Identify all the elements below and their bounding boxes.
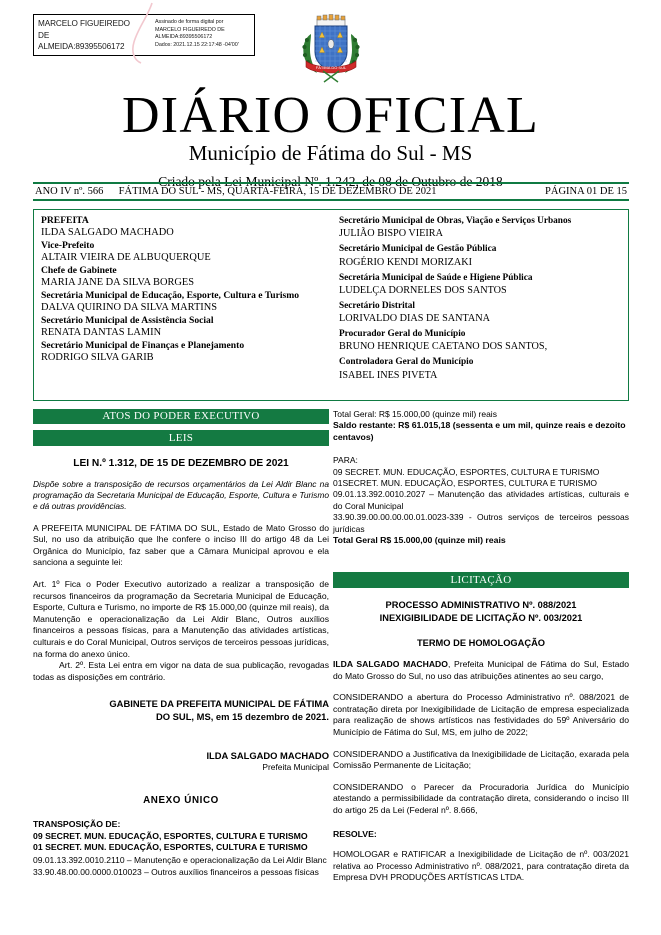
issue-place-date: FÁTIMA DO SUL - MS, QUARTA-FEIRA, 15 DE DEZEMBRO DE 2021 [118,186,437,197]
official-role: Vice-Prefeito [41,240,95,251]
page-title: DIÁRIO OFICIAL [122,87,539,144]
official-name: MARIA JANE DA SILVA BORGES [41,277,195,289]
issue-page-number: PÁGINA 01 DE 15 [545,186,627,197]
official-name: RENATA DANTAS LAMIN [41,327,162,339]
official-entry [339,243,622,270]
signature-details [152,15,254,55]
inexigibilidade-line: INEXIGIBILIDADE DE LICITAÇÃO Nº. 003/2021 [379,612,583,623]
para-org-line-1: 09 SECRET. MUN. EDUCAÇÃO, ESPORTES, CULTURA E TURISMO [333,466,600,477]
section-band-licitacao: LICITAÇÃO [333,572,629,588]
signature-subject-name [34,15,152,55]
official-name: JULIÃO BISPO VIEIRA [339,228,443,240]
signature-detail-line: ALMEIDA:89395506172 [155,34,213,41]
saldo-restante-line: Saldo restante: R$ 61.015,18 (sessenta e um mil, quinze reais e dezoito centavos) [333,420,626,442]
svg-text:FÁTIMA DO SUL: FÁTIMA DO SUL [315,65,347,71]
official-role: Secretário Municipal de Gestão Pública [339,244,497,255]
signature-detail-line: Dados: 2021.12.15 22:17:48 -04'00' [155,41,239,48]
municipal-coat-of-arms-icon [298,14,364,86]
official-name: ROGÉRIO KENDI MORIZAKI [339,256,472,268]
masthead [0,88,661,191]
signer-name: ILDA SALGADO MACHADO [206,749,329,761]
transposicao-budget-line-1: 09.01.13.392.0010.2110 – Manutenção e operacionalização da Lei Aldir Blanc [33,855,327,866]
official-entry [41,215,326,240]
official-name: LORIVALDO DIAS DE SANTANA [339,313,490,325]
law-signature-block [33,750,329,774]
official-entry [339,300,622,327]
transposicao-org-line-2: 01 SECRET. MUN. EDUCAÇÃO, ESPORTES, CULTURA E TURISMO [33,841,308,852]
signature-name-line: ALMEIDA:89395506172 [38,42,125,51]
considerando-2: CONSIDERANDO a Justificativa da Inexigibilidade de Licitação, exarada pela Comissão Permanente de Licitação; [333,748,629,771]
official-entry [41,265,326,290]
left-column [33,409,329,878]
para-budget-line-2: 33.90.39.00.00.00.00.01.0023-339 - Outros serviços de terceiros pessoas jurídicas [333,512,629,534]
section-band-atos-poder-executivo: ATOS DO PODER EXECUTIVO [33,409,329,424]
law-article-2: Art. 2º. Esta Lei entra em vigor na data de sua publicação, revogadas todas as disposições em contrário. [33,660,329,682]
officials-box [33,209,629,401]
official-role: Secretário Municipal de Assistência Social [41,315,214,326]
official-role: Secretária Municipal de Educação, Esporte, Cultura e Turismo [41,290,300,301]
transposicao-label: TRANSPOSIÇÃO DE: [33,819,121,830]
gabinete-line-2: DO SUL, MS, em 15 dezembro de 2021. [156,710,329,722]
transposicao-budget-line-2: 33.90.48.00.00.0000.010023 – Outros auxílios financeiros a pessoas físicas [33,866,319,877]
official-role: Secretária Municipal de Saúde e Higiene Pública [339,272,533,283]
resolve-label: RESOLVE: [333,828,377,839]
processo-administrativo-line: PROCESSO ADMINISTRATIVO Nº. 088/2021 [385,600,577,611]
official-role: Controladora Geral do Município [339,357,474,368]
signature-name-line: DE [38,30,50,40]
homologacao-intro-rest: , Prefeita Municipal de Fátima do Sul, Estado do Mato Grosso do Sul, no uso das atribuições atinentes ao seu cargo, [333,659,629,681]
official-role: Secretário Municipal de Finanças e Planejamento [41,340,245,351]
official-entry [41,340,326,365]
considerando-1: CONSIDERANDO a abertura do Processo Administrativo nº. 088/2021 de contratação direta por Inexigibilidade de Licitação de empresa especializada para realização de shows artísticos nas festividades do 59º Aniversário do Município de Fátima do Sul, MS, em julho de 2022; [333,692,629,738]
official-entry [339,328,622,355]
law-gabinete-block [33,698,329,723]
official-role: Secretário Municipal de Obras, Viação e Serviços Urbanos [339,216,572,226]
official-name: ILDA SALGADO MACHADO [41,227,174,239]
para-budget-line-1: 09.01.13.392.0010.2027 – Manutenção das atividades artísticas, culturais e do Coral Municipal [333,489,629,511]
section-band-leis: LEIS [33,430,329,446]
total-geral-line-2: Total Geral R$ 15.000,00 (quinze mil) reais [333,535,506,546]
right-column [333,409,629,884]
law-ementa: Dispõe sobre a transposição de recursos orçamentários da Lei Aldir Blanc na programação da Secretaria Municipal de Educação, Esporte, Cultura e Turismo e dá outras providências. [33,479,329,512]
official-role: Chefe de Gabinete [41,265,117,276]
gabinete-line-1: GABINETE DA PREFEITA MUNICIPAL DE FÁTIMA [109,698,329,710]
transposicao-org-line-1: 09 SECRET. MUN. EDUCAÇÃO, ESPORTES, CULTURA E TURISMO [33,830,308,841]
masthead-creation-law: Criado pela Lei Municipal Nº. 1.242, de 08 de Outubro de 2018 [158,174,503,189]
official-entry [339,272,622,299]
resolve-text: HOMOLOGAR e RATIFICAR a Inexigibilidade de Licitação de nº. 003/2021 relativa ao Processo Administrativo nº. 088/2021, para contratação direta da Empresa DVH PRODUÇÕES ARTÍSTICAS LTDA. [333,849,629,883]
signature-detail-line: MARCELO FIGUEIREDO DE [155,26,225,33]
official-name: LUDELÇA DORNELES DOS SANTOS [339,284,507,296]
issue-info-bar [33,182,629,201]
official-role: Secretário Distrital [339,300,415,311]
official-role: Procurador Geral do Município [339,329,466,340]
official-name: ISABEL INES PIVETA [339,369,438,381]
masthead-subtitle: Município de Fátima do Sul - MS [188,141,473,165]
para-org-line-2: 01SECRET. MUN. EDUCAÇÃO, ESPORTES, CULTURA E TURISMO [333,478,598,489]
homologacao-intro [333,659,629,682]
official-entry [339,215,622,242]
total-geral-line: Total Geral: R$ 15.000,00 (quinze mil) reais [333,409,497,419]
official-name: DALVA QUIRINO DA SILVA MARTINS [41,302,218,314]
official-entry [41,290,326,315]
law-title: LEI N.º 1.312, DE 15 DE DEZEMBRO DE 2021 [73,458,289,469]
para-label: PARA: [333,455,358,466]
homologacao-intro-name: ILDA SALGADO MACHADO [333,659,448,670]
official-entry [339,356,622,383]
official-role: PREFEITA [41,215,89,226]
official-entry [41,315,326,340]
termo-homologacao-title: TERMO DE HOMOLOGAÇÃO [416,637,546,648]
official-name: BRUNO HENRIQUE CAETANO DOS SANTOS, [339,341,548,353]
signature-name-line: MARCELO FIGUEIREDO [38,19,130,28]
signature-detail-line: Assinado de forma digital por [155,19,224,25]
official-name: ALTAIR VIEIRA DE ALBUQUERQUE [41,252,211,264]
law-article-1: Art. 1º Fica o Poder Executivo autorizado a realizar a transposição de recursos financeiros da programação da Secretaria Municipal de Educação, Esporte, Cultura e Turismo, no importe de R$ 15.000,00 (quinze mil reais), da Manutenção e operacionalização da Lei Aldir Blanc, Outros auxílios financeiros a pessoas físicas, para a Manutenção das atividades artísticas, culturais e do Coral Municipal, Outros serviços de terceiros pessoas jurídicas, na forma do anexo único. [33,578,329,659]
official-entry [41,240,326,265]
officials-column-left [34,210,332,400]
issue-left-group [35,186,436,197]
anexo-title: ANEXO ÚNICO [143,795,219,807]
law-preamble: A PREFEITA MUNICIPAL DE FÁTIMA DO SUL, Estado de Mato Grosso do Sul, no uso da atribuição que lhe confere o inciso III do artigo 48 da Lei Orgânica do Município, faz saber que a Câmara Municipal aprovou e ela sanciona a seguinte lei: [33,522,329,568]
considerando-3: CONSIDERANDO o Parecer da Procuradoria Jurídica do Município atestando a permissibilidade da contratação direta, considerando o inciso III do artigo 25 da Lei (Federal nº. 8.666, [333,781,629,816]
issue-year-number: ANO IV nº. 566 [35,186,104,197]
officials-column-right [332,210,628,400]
official-name: RODRIGO SILVA GARIB [41,352,154,364]
signer-title: Prefeita Municipal [262,762,329,773]
digital-signature-box [33,14,255,56]
